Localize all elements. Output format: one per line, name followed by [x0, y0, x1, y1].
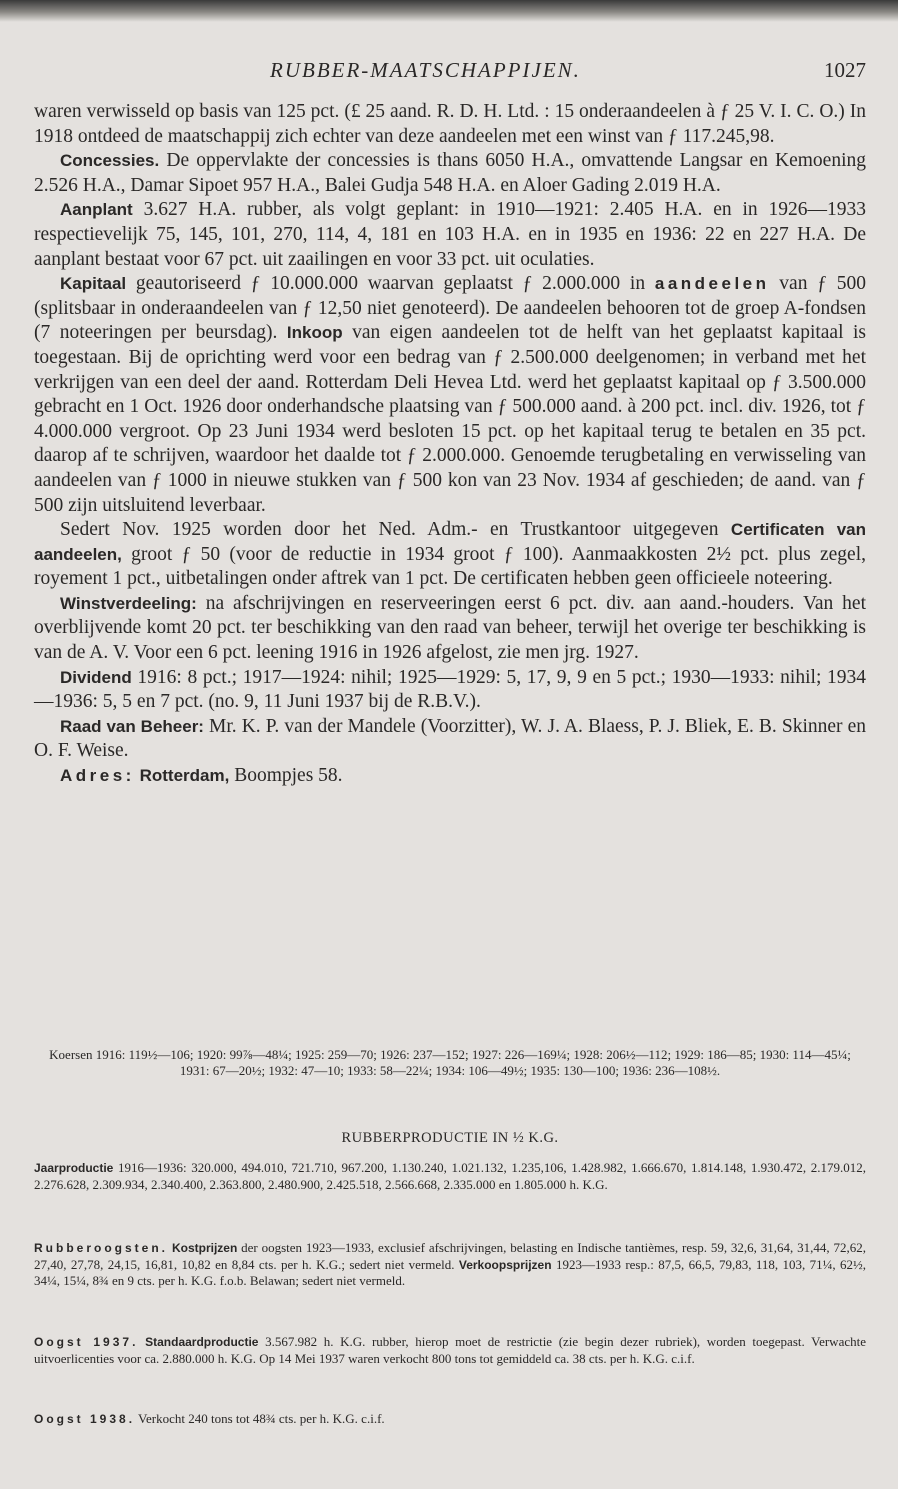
spaced-adres: Adres: [60, 766, 135, 786]
paragraph-certificaten [34, 518, 866, 592]
paragraph-aanplant [34, 198, 866, 272]
keyword-kapitaal: Kapitaal [60, 274, 127, 294]
oogst-1938-text: Verkocht 240 tons tot 48¾ cts. per h. K.G. c.i.f. [135, 1411, 385, 1426]
paragraph-winstverdeeling [34, 592, 866, 666]
kapitaal-text-1: geautoriseerd ƒ 10.000.000 waarvan geplaatst ƒ 2.000.000 in [126, 273, 655, 295]
paragraph-intro: waren verwisseld op basis van 125 pct. (£ 25 aand. R. D. H. Ltd. : 15 onderaandeelen à ƒ 25 V. I. C. O.) In 1918 ontdeed de maatschappij zich echter van deze aandeelen met een winst van ƒ 117.245,98. [34, 101, 866, 147]
paragraph-concessies [34, 149, 866, 198]
page-number: 1027 [824, 58, 866, 82]
keyword-certificaten: Certificaten van aandeelen, [34, 520, 867, 564]
keyword-winstverdeeling: Winstverdeeling: [60, 593, 197, 613]
oogst-1937-block [34, 1334, 866, 1366]
jaarproductie-text: 1916—1936: 320.000, 494.010, 721.710, 967.200, 1.130.240, 1.021.132, 1.235,106, 1.428.982, 1.666.670, 1.814.148, 1.930.472, 2.179.012, 2.276.628, 2.309.934, 2.340.400, 2.363.800, 2.480.900, 2.425.518, 2.566.668, 2.335.000 en 1.805.000 h. K.G. [34, 1160, 866, 1192]
oogst-1938-block [34, 1411, 866, 1428]
keyword-jaarproductie: Jaarproductie [34, 1161, 114, 1175]
keyword-rotterdam: Rotterdam, [134, 766, 230, 786]
keyword-kostprijzen: Kostprijzen [168, 1241, 238, 1255]
keyword-standaardproductie: Standaardproductie [138, 1335, 259, 1349]
oogst-1937-paragraph [34, 1334, 866, 1366]
kapitaal-text-3: van eigen aandeelen tot de helft van het geplaatst kapitaal is toegestaan. Bij de oprichting werd voor een bedrag van ƒ 2.500.000 deelgenomen; in verband met het verkrijgen van een deel der aand. Rotterdam Deli Hevea Ltd. werd het geplaatst kapitaal op ƒ 3.500.000 gebracht en 1 Oct. 1926 door onderhandsche plaatsing van ƒ 500.000 aand. à 200 pct. incl. div. 1926, tot ƒ 4.000.000 vergroot. Op 23 Juni 1934 werd besloten 15 pct. op het kapitaal terug te betalen en 35 pct. daarop af te schrijven, waardoor het daalde tot ƒ 2.000.000. Genoemde terugbetaling en verwisseling van aandeelen van ƒ 1000 in nieuwe stukken van ƒ 500 kon van 23 Nov. 1934 af geschieden; de aand. van ƒ 500 zijn uitsluitend leverbaar. [34, 322, 866, 516]
keyword-aanplant: Aanplant [60, 200, 133, 220]
scan-top-edge [0, 0, 898, 22]
oogsten-text-2: 1923—1933 resp.: 87,5, 66,5, 79,83, 118, 103, 71¼, 62½, 34¼, 15¼, 8¾ en 9 cts. per h. K.G. f.o.b. Belawan; sedert niet vermeld. [34, 1256, 866, 1288]
kapitaal-text-2: van ƒ 500 (splitsbaar in onderaandeelen van ƒ 12,50 niet genoteerd). De aandeelen behooren tot de groep A-fondsen (7 noteeringen per beursdag). [34, 273, 866, 344]
paragraph-kapitaal [34, 272, 866, 518]
page-header [34, 58, 866, 88]
cert-text-2: groot ƒ 50 (voor de reductie in 1934 groot ƒ 100). Aanmaakkosten 2½ pct. plus zegel, royement 1 pct., uitbetalingen onder aftrek van 1 pct. De certificaten hebben geen officieele noteering. [34, 543, 866, 590]
jaarproductie-paragraph [34, 1160, 866, 1192]
concessies-text: De oppervlakte der concessies is thans 6050 H.A., omvattende Langsar en Kemoening 2.526 H.A., Damar Sipoet 957 H.A., Balei Gudja 548 H.A. en Aloer Gading 2.019 H.A. [34, 150, 866, 196]
keyword-dividend: Dividend [60, 667, 132, 687]
koersen-text: Koersen 1916: 119½—106; 1920: 99⅞—48¼; 1925: 259—70; 1926: 237—152; 1927: 226—169¼; 1928: 206½—112; 1929: 186—85; 1930: 114—45¼; 1931: 67—20½; 1932: 47—10; 1933: 58—22¼; 1934: 106—49½; 1935: 130—100; 1936: 236—108½. [49, 1047, 851, 1078]
cert-text-1: Sedert Nov. 1925 worden door het Ned. Adm.- en Trustkantoor uitgegeven [60, 519, 731, 541]
rubberoogsten-block [34, 1240, 866, 1289]
oogsten-text-1: der oogsten 1923—1933, exclusief afschrijvingen, belasting en Indische tantièmes, resp. 59, 32,6, 31,64, 31,44, 72,62, 27,40, 27,78, 24,15, 16,81, 10,82 en 8,84 cts. per h. K.G.; sedert niet vermeld. [34, 1240, 867, 1272]
oogst-1937-text: 3.567.982 h. K.G. rubber, hierop moet de restrictie (zie begin dezer rubriek), worden toegepast. Verwachte uitvoerlicenties voor ca. 2.880.000 h. K.G. Op 14 Mei 1937 waren verkocht 800 tons tot gemiddeld ca. 38 cts. per h. K.G. c.i.f. [34, 1334, 866, 1366]
adres-text: Boompjes 58. [229, 765, 343, 787]
spaced-rubberoogsten: Rubberoogsten. [34, 1241, 168, 1255]
winst-text: na afschrijvingen en reserveeringen eerst 6 pct. div. aan aand.-houders. Van het overblijvende komt 20 pct. ter beschikking van den raad van beheer, terwijl het overige ter beschikking is van de A. V. Voor een 6 pct. leening 1916 in 1926 afgelost, zie men jrg. 1927. [34, 592, 866, 664]
spaced-oogst-1938: Oogst 1938. [34, 1412, 136, 1426]
paragraph-adres [34, 764, 866, 789]
keyword-verkoopsprijzen: Verkoopsprijzen [458, 1257, 552, 1272]
raad-text: Mr. K. P. van der Mandele (Voorzitter), W. J. A. Blaess, P. J. Bliek, E. B. Skinner en O. F. Weise. [34, 715, 866, 762]
rubberoogsten-paragraph [34, 1240, 866, 1289]
oogst-1938-paragraph [34, 1411, 866, 1428]
paragraph-raad [34, 715, 866, 764]
keyword-raad: Raad van Beheer: [60, 716, 204, 736]
main-text [34, 100, 866, 789]
dividend-text: 1916: 8 pct.; 1917—1924: nihil; 1925—1929: 5, 17, 9, 9 en 5 pct.; 1930—1933: nihil; 1934—1936: 5, 5 en 7 pct. (no. 9, 11 Juni 1937 bij de R.B.V.). [34, 666, 866, 713]
paragraph-dividend [34, 666, 866, 715]
spaced-oogst-1937: Oogst 1937. [34, 1335, 139, 1349]
keyword-inkoop: Inkoop [286, 323, 343, 343]
productie-title: RUBBERPRODUCTIE IN ½ K.G. [341, 1130, 559, 1146]
jaarproductie-block [34, 1160, 866, 1192]
aanplant-text: 3.627 H.A. rubber, als volgt geplant: in 1910—1921: 2.405 H.A. en in 1926—1933 respectievelijk 75, 145, 101, 270, 114, 4, 181 en 103 H.A. en in 1935 en 1936: 22 en 227 H.A. De aanplant bestaat voor 67 pct. uit zaailingen en voor 33 pct. uit oculaties. [34, 199, 866, 270]
keyword-concessies: Concessies. [60, 151, 160, 171]
running-title: RUBBER-MAATSCHAPPIJEN. [270, 58, 581, 82]
koersen-block [34, 1047, 866, 1078]
spaced-aandeelen: aandeelen [654, 274, 770, 294]
